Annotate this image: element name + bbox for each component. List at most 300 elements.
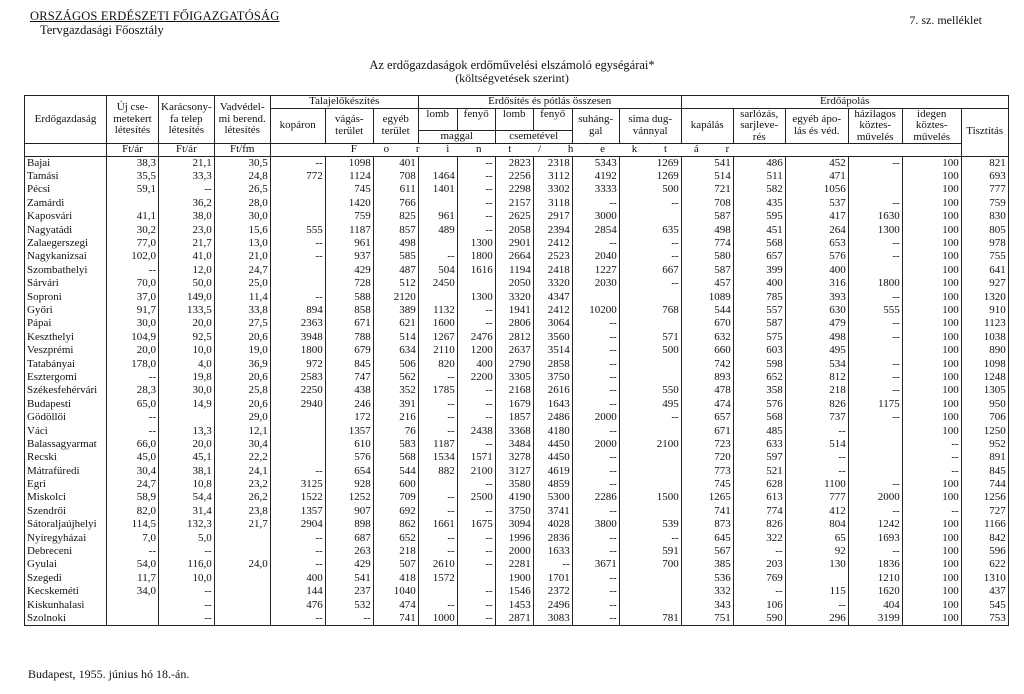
value-cell: 1420 — [325, 197, 373, 210]
value-cell: 514 — [785, 438, 848, 451]
value-cell — [619, 585, 681, 598]
value-cell: 893 — [681, 371, 733, 384]
value-cell: 1996 — [495, 531, 533, 544]
value-cell: 2486 — [533, 411, 572, 424]
value-cell — [107, 197, 159, 210]
value-cell: 216 — [373, 411, 418, 424]
value-cell: 507 — [373, 558, 418, 571]
value-cell: 30,2 — [107, 223, 159, 236]
value-cell: 539 — [619, 518, 681, 531]
col-header-hoeing: kapálás — [681, 108, 733, 144]
value-cell: 70,0 — [107, 277, 159, 290]
value-cell: 495 — [785, 344, 848, 357]
value-cell: -- — [848, 478, 902, 491]
value-cell: 218 — [373, 545, 418, 558]
forestry-name: Váci — [25, 424, 107, 437]
value-cell: -- — [572, 424, 619, 437]
value-cell — [214, 598, 270, 611]
value-cell: 21,7 — [214, 518, 270, 531]
value-cell: 343 — [681, 598, 733, 611]
forestry-name: Esztergomi — [25, 371, 107, 384]
value-cell: 1310 — [961, 572, 1008, 585]
col-header-new-nursery: Új cse- metekert létesítés — [107, 96, 159, 144]
value-cell: -- — [848, 384, 902, 397]
value-cell: 1132 — [418, 304, 457, 317]
table-row — [25, 357, 1009, 370]
value-cell: 927 — [961, 277, 1008, 290]
value-cell — [214, 612, 270, 626]
value-cell: 1100 — [785, 478, 848, 491]
value-cell: 708 — [681, 197, 733, 210]
value-cell: 30,4 — [107, 464, 159, 477]
value-cell: -- — [572, 317, 619, 330]
forestry-name: Recski — [25, 451, 107, 464]
value-cell: 3948 — [270, 331, 325, 344]
value-cell: 587 — [681, 210, 733, 223]
value-cell: -- — [572, 478, 619, 491]
value-cell: 774 — [733, 505, 785, 518]
value-cell: -- — [159, 545, 215, 558]
value-cell: 3125 — [270, 478, 325, 491]
value-cell: -- — [572, 505, 619, 518]
value-cell: 4619 — [533, 464, 572, 477]
value-cell: 115 — [785, 585, 848, 598]
value-cell: 10200 — [572, 304, 619, 317]
value-cell: 1600 — [418, 317, 457, 330]
value-cell: 418 — [373, 572, 418, 585]
value-cell: -- — [457, 210, 495, 223]
value-cell: -- — [572, 197, 619, 210]
value-cell: 1800 — [457, 250, 495, 263]
value-cell: -- — [848, 371, 902, 384]
value-cell: 24,0 — [214, 558, 270, 571]
value-cell — [418, 156, 457, 170]
value-cell: 3560 — [533, 331, 572, 344]
value-cell: 882 — [418, 464, 457, 477]
value-cell: 30,0 — [159, 384, 215, 397]
value-cell: 20,0 — [159, 438, 215, 451]
value-cell: 660 — [681, 344, 733, 357]
value-cell: 100 — [902, 344, 961, 357]
value-cell: 27,5 — [214, 317, 270, 330]
value-cell: -- — [619, 531, 681, 544]
value-cell: 514 — [681, 170, 733, 183]
value-cell: 100 — [902, 424, 961, 437]
value-cell: 645 — [681, 531, 733, 544]
value-cell: 1571 — [457, 451, 495, 464]
value-cell — [418, 585, 457, 598]
value-cell: 1464 — [418, 170, 457, 183]
value-cell — [270, 210, 325, 223]
col-header-christmas-tree: Karácsony- fa telep létesítés — [159, 96, 215, 144]
value-cell: 1500 — [619, 491, 681, 504]
col-header-own-intercrop: házilagos köztes- művelés — [848, 108, 902, 144]
value-cell — [270, 183, 325, 196]
value-cell — [619, 598, 681, 611]
value-cell: 20,6 — [214, 331, 270, 344]
value-cell: 671 — [325, 317, 373, 330]
value-cell: 613 — [733, 491, 785, 504]
table-row — [25, 545, 1009, 558]
value-cell: 30,5 — [214, 156, 270, 170]
value-cell: 23,8 — [214, 505, 270, 518]
value-cell: 100 — [902, 478, 961, 491]
value-cell: 400 — [270, 572, 325, 585]
value-cell: 768 — [619, 304, 681, 317]
value-cell: -- — [785, 451, 848, 464]
forestry-name: Kaposvári — [25, 210, 107, 223]
value-cell: 693 — [961, 170, 1008, 183]
value-cell: 13,3 — [159, 424, 215, 437]
value-cell: 1679 — [495, 398, 533, 411]
value-cell: 723 — [681, 438, 733, 451]
value-cell: 21,7 — [159, 237, 215, 250]
value-cell: -- — [457, 156, 495, 170]
value-cell: 399 — [733, 264, 785, 277]
value-cell — [848, 424, 902, 437]
value-cell: 679 — [325, 344, 373, 357]
value-cell — [619, 451, 681, 464]
table-row — [25, 331, 1009, 344]
value-cell: 585 — [373, 250, 418, 263]
value-cell: 2120 — [373, 290, 418, 303]
value-cell: -- — [572, 531, 619, 544]
value-cell: 1675 — [457, 518, 495, 531]
subheader-by-seedling: csemetével — [495, 131, 572, 144]
value-cell: 576 — [785, 250, 848, 263]
value-cell: -- — [572, 371, 619, 384]
value-cell: 567 — [681, 545, 733, 558]
value-cell — [457, 572, 495, 585]
value-cell: 3671 — [572, 558, 619, 571]
value-cell: 2372 — [533, 585, 572, 598]
value-cell: -- — [107, 424, 159, 437]
value-cell: 532 — [325, 598, 373, 611]
value-cell: -- — [572, 344, 619, 357]
value-cell: 2298 — [495, 183, 533, 196]
value-cell: 489 — [418, 223, 457, 236]
table-row — [25, 612, 1009, 626]
value-cell: 203 — [733, 558, 785, 571]
value-cell: 845 — [325, 357, 373, 370]
value-cell: 1300 — [848, 223, 902, 236]
value-cell: 745 — [325, 183, 373, 196]
value-cell: 910 — [961, 304, 1008, 317]
value-cell: 687 — [325, 531, 373, 544]
group-header-soil-prep: Talajelőkészítés — [270, 96, 418, 109]
value-cell: 1187 — [325, 223, 373, 236]
value-cell: 747 — [325, 371, 373, 384]
value-cell: 2500 — [457, 491, 495, 504]
value-cell: 400 — [457, 357, 495, 370]
value-cell: 2040 — [572, 250, 619, 263]
value-cell: 1620 — [848, 585, 902, 598]
value-cell: 2940 — [270, 398, 325, 411]
value-cell: 1616 — [457, 264, 495, 277]
col-header-cleaning: Tisztítás — [961, 108, 1008, 156]
col-header-game-protection: Vadvédel- mi berend. létesítés — [214, 96, 270, 144]
value-cell: 106 — [733, 598, 785, 611]
value-cell: 474 — [681, 398, 733, 411]
value-cell: -- — [457, 304, 495, 317]
value-cell: 826 — [733, 518, 785, 531]
value-cell: 133,5 — [159, 304, 215, 317]
value-cell: 774 — [681, 237, 733, 250]
value-cell — [214, 545, 270, 558]
col-header-other-tending: egyéb ápo- lás és véd. — [785, 108, 848, 144]
value-cell: -- — [457, 438, 495, 451]
value-cell: 706 — [961, 411, 1008, 424]
value-cell: 3094 — [495, 518, 533, 531]
value-cell: 100 — [902, 277, 961, 290]
value-cell: -- — [418, 250, 457, 263]
value-cell: -- — [785, 424, 848, 437]
forestry-name: Szombathelyi — [25, 264, 107, 277]
value-cell: -- — [572, 331, 619, 344]
value-cell: 2100 — [457, 464, 495, 477]
value-cell: -- — [848, 237, 902, 250]
value-cell — [418, 237, 457, 250]
value-cell: 2583 — [270, 371, 325, 384]
value-cell: 389 — [373, 304, 418, 317]
value-cell: 1056 — [785, 183, 848, 196]
value-cell: 435 — [733, 197, 785, 210]
value-cell: 100 — [902, 183, 961, 196]
value-cell: 2616 — [533, 384, 572, 397]
value-cell: 2200 — [457, 371, 495, 384]
value-cell: 38,0 — [159, 210, 215, 223]
forestry-name: Veszprémi — [25, 344, 107, 357]
department-name: Tervgazdasági Főosztály — [40, 23, 164, 37]
value-cell: 36,2 — [159, 197, 215, 210]
table-row — [25, 491, 1009, 504]
value-cell: 2917 — [533, 210, 572, 223]
value-cell: -- — [270, 156, 325, 170]
value-cell: 555 — [848, 304, 902, 317]
value-cell: 891 — [961, 451, 1008, 464]
value-cell: 728 — [325, 277, 373, 290]
value-cell: 2854 — [572, 223, 619, 236]
value-cell: 587 — [681, 264, 733, 277]
value-cell: -- — [619, 250, 681, 263]
value-cell: 3580 — [495, 478, 533, 491]
spacer-cell — [457, 120, 495, 131]
table-row — [25, 223, 1009, 236]
col-header-forestry: Erdőgazdaság — [25, 96, 107, 144]
value-cell: 759 — [325, 210, 373, 223]
value-cell: -- — [457, 545, 495, 558]
value-cell: -- — [848, 156, 902, 170]
value-cell: 100 — [902, 371, 961, 384]
value-cell: 263 — [325, 545, 373, 558]
table-row — [25, 156, 1009, 170]
value-cell: 596 — [961, 545, 1008, 558]
table-row — [25, 464, 1009, 477]
value-cell: 498 — [373, 237, 418, 250]
value-cell: 4192 — [572, 170, 619, 183]
value-cell: 667 — [619, 264, 681, 277]
table-row — [25, 505, 1009, 518]
value-cell: 805 — [961, 223, 1008, 236]
value-cell: 2286 — [572, 491, 619, 504]
spacer-cell — [533, 120, 572, 131]
value-cell: 534 — [785, 357, 848, 370]
value-cell: -- — [159, 612, 215, 626]
value-cell: 1800 — [848, 277, 902, 290]
value-cell: 4347 — [533, 290, 572, 303]
value-cell: 541 — [681, 156, 733, 170]
value-cell — [619, 371, 681, 384]
value-cell: 1166 — [961, 518, 1008, 531]
value-cell: 2450 — [418, 277, 457, 290]
value-cell: 3368 — [495, 424, 533, 437]
value-cell: 24,7 — [214, 264, 270, 277]
value-cell: 2858 — [533, 357, 572, 370]
value-cell: 2157 — [495, 197, 533, 210]
value-cell: 20,6 — [214, 398, 270, 411]
value-cell: 590 — [733, 612, 785, 626]
value-cell: 412 — [785, 505, 848, 518]
value-cell: 1256 — [961, 491, 1008, 504]
value-cell: 727 — [961, 505, 1008, 518]
forestry-name: Zalaegerszegi — [25, 237, 107, 250]
value-cell: -- — [270, 531, 325, 544]
value-cell: 3333 — [572, 183, 619, 196]
value-cell: -- — [457, 223, 495, 236]
value-cell: 961 — [418, 210, 457, 223]
value-cell: 737 — [785, 411, 848, 424]
value-cell: 476 — [270, 598, 325, 611]
value-cell: 1522 — [270, 491, 325, 504]
value-cell: 3514 — [533, 344, 572, 357]
value-cell — [619, 464, 681, 477]
value-cell: -- — [418, 371, 457, 384]
value-cell — [107, 598, 159, 611]
value-cell: 2394 — [533, 223, 572, 236]
value-cell: 622 — [961, 558, 1008, 571]
value-cell: -- — [457, 531, 495, 544]
value-cell: 2058 — [495, 223, 533, 236]
value-cell — [785, 572, 848, 585]
value-cell: 1546 — [495, 585, 533, 598]
value-cell: 2523 — [533, 250, 572, 263]
value-cell: 857 — [373, 223, 418, 236]
value-cell: 1098 — [961, 357, 1008, 370]
annex-number: 7. sz. melléklet — [909, 13, 982, 27]
value-cell — [848, 464, 902, 477]
value-cell: -- — [457, 398, 495, 411]
table-row — [25, 170, 1009, 183]
value-cell: 452 — [785, 156, 848, 170]
value-cell — [107, 612, 159, 626]
value-cell: -- — [733, 545, 785, 558]
value-cell: 35,5 — [107, 170, 159, 183]
value-cell: 544 — [373, 464, 418, 477]
value-cell: 3320 — [495, 290, 533, 303]
value-cell: -- — [418, 545, 457, 558]
value-cell — [457, 277, 495, 290]
value-cell: 2812 — [495, 331, 533, 344]
value-cell: 550 — [619, 384, 681, 397]
value-cell: 820 — [418, 357, 457, 370]
forestry-name: Tatabányai — [25, 357, 107, 370]
group-header-afforestation: Erdősítés és pótlás összesen — [418, 96, 681, 109]
value-cell: 474 — [373, 598, 418, 611]
value-cell: 1098 — [325, 156, 373, 170]
value-cell: 1200 — [457, 344, 495, 357]
value-cell: 2050 — [495, 277, 533, 290]
value-cell: -- — [457, 411, 495, 424]
forestry-name: Sátoraljaújhelyi — [25, 518, 107, 531]
value-cell: 100 — [902, 545, 961, 558]
value-cell: 457 — [681, 277, 733, 290]
value-cell — [572, 290, 619, 303]
value-cell: 3750 — [533, 371, 572, 384]
value-cell: 1357 — [270, 505, 325, 518]
value-cell: 1836 — [848, 558, 902, 571]
value-cell: -- — [457, 170, 495, 183]
value-cell: 1265 — [681, 491, 733, 504]
value-cell: -- — [457, 505, 495, 518]
col-header-broadleaf-seedling: lomb — [495, 108, 533, 120]
col-header-other-area: egyéb terület — [373, 108, 418, 144]
value-cell — [270, 438, 325, 451]
value-cell — [270, 451, 325, 464]
forestry-name: Budapesti — [25, 398, 107, 411]
value-cell: 1210 — [848, 572, 902, 585]
value-cell: 92,5 — [159, 331, 215, 344]
value-cell: 2412 — [533, 237, 572, 250]
value-cell: 20,0 — [107, 344, 159, 357]
value-cell — [418, 290, 457, 303]
value-cell: -- — [902, 438, 961, 451]
value-cell: 591 — [619, 545, 681, 558]
value-cell: 2806 — [495, 317, 533, 330]
value-cell: 100 — [902, 572, 961, 585]
value-cell: -- — [107, 411, 159, 424]
value-cell: 826 — [785, 398, 848, 411]
value-cell: 100 — [902, 290, 961, 303]
value-cell: 1453 — [495, 598, 533, 611]
value-cell — [418, 197, 457, 210]
value-cell: 1785 — [418, 384, 457, 397]
value-cell: 38,1 — [159, 464, 215, 477]
document-subtitle: (költségvetések szerint) — [455, 71, 569, 85]
value-cell: 742 — [681, 357, 733, 370]
forestry-name: Szegedi — [25, 572, 107, 585]
value-cell: 1175 — [848, 398, 902, 411]
value-cell: -- — [325, 612, 373, 626]
value-cell — [848, 264, 902, 277]
value-cell: 34,0 — [107, 585, 159, 598]
value-cell: 471 — [785, 170, 848, 183]
value-cell — [270, 277, 325, 290]
value-cell: 635 — [619, 223, 681, 236]
value-cell: -- — [270, 464, 325, 477]
value-cell: 437 — [961, 585, 1008, 598]
value-cell: -- — [733, 585, 785, 598]
value-cell: 621 — [373, 317, 418, 330]
value-cell: 498 — [681, 223, 733, 236]
value-cell: 100 — [902, 250, 961, 263]
value-cell: 2438 — [457, 424, 495, 437]
table-row — [25, 531, 1009, 544]
value-cell: 2476 — [457, 331, 495, 344]
value-cell: 630 — [785, 304, 848, 317]
unit-price-table — [24, 95, 1009, 626]
value-cell: 628 — [733, 478, 785, 491]
value-cell: 22,2 — [214, 451, 270, 464]
